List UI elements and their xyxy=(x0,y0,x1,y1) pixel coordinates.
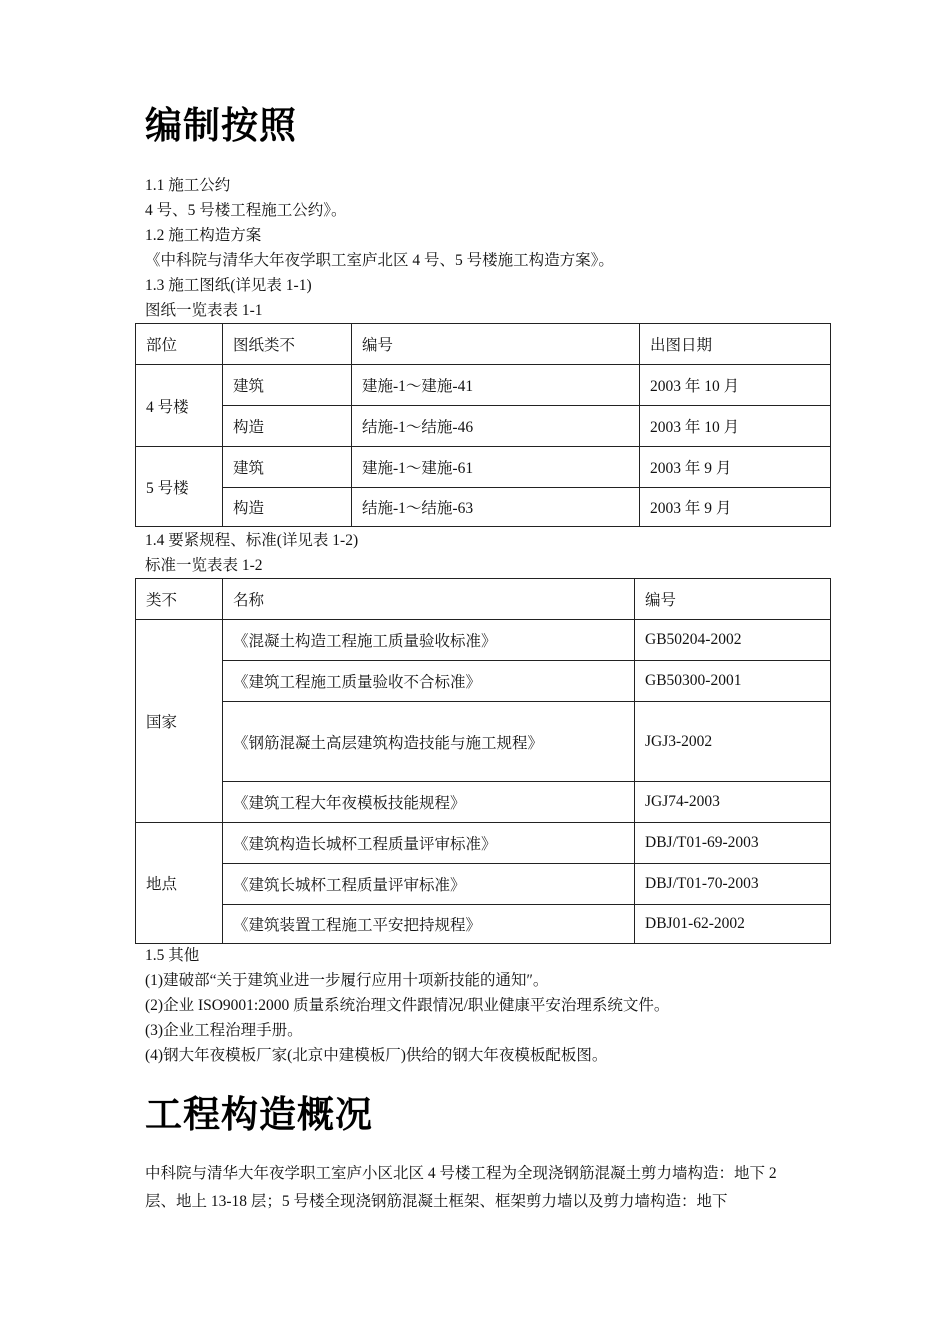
table-cell: 结施-1～结施-63 xyxy=(352,488,640,527)
table-row xyxy=(136,406,831,447)
table-cell: JGJ3-2002 xyxy=(635,702,831,782)
text-line: 1.5 其他 xyxy=(145,947,200,964)
group-cell: 地点 xyxy=(136,823,223,944)
table-cell: 建施-1～建施-61 xyxy=(352,447,640,488)
table-row xyxy=(136,447,831,488)
table-cell: 建筑 xyxy=(223,447,352,488)
table-row xyxy=(136,823,831,864)
group-cell: 5 号楼 xyxy=(136,447,223,527)
column-header: 编号 xyxy=(352,324,640,365)
table-cell: DBJ/T01-69-2003 xyxy=(635,823,831,864)
table-row xyxy=(136,905,831,944)
table-row xyxy=(136,365,831,406)
column-header: 编号 xyxy=(635,579,831,620)
text-line: (1)建破部“关于建筑业进一步履行应用十项新技能的通知″。 xyxy=(145,972,549,989)
text-line: 1.4 要紧规程、标准(详见表 1-2) xyxy=(145,532,359,549)
table-cell: 2003 年 10 月 xyxy=(640,406,831,447)
table-cell: 构造 xyxy=(223,488,352,527)
table-cell: 2003 年 9 月 xyxy=(640,488,831,527)
text-line: 1.1 施工公约 xyxy=(145,177,231,194)
section-heading-overview: 工程构造概况 xyxy=(145,1093,373,1136)
table-row xyxy=(136,488,831,527)
column-header: 出图日期 xyxy=(640,324,831,365)
table-cell: 建施-1～建施-41 xyxy=(352,365,640,406)
table-cell: 《建筑工程施工质量验收不合标准》 xyxy=(223,661,635,702)
table-cell: 《建筑构造长城杯工程质量评审标准》 xyxy=(223,823,635,864)
table-header-row xyxy=(136,579,831,620)
text-line: 1.2 施工构造方案 xyxy=(145,227,262,244)
text-line: 《中科院与清华大年夜学职工室庐北区 4 号、5 号楼施工构造方案》。 xyxy=(145,252,614,269)
table-cell: 《混凝土构造工程施工质量验收标准》 xyxy=(223,620,635,661)
text-line: (3)企业工程治理手册。 xyxy=(145,1022,303,1039)
text-line: (4)钢大年夜模板厂家(北京中建模板厂)供给的钢大年夜模板配板图。 xyxy=(145,1047,608,1064)
drawings-table xyxy=(135,323,831,527)
table-row xyxy=(136,702,831,782)
table-row xyxy=(136,864,831,905)
table-cell: DBJ01-62-2002 xyxy=(635,905,831,944)
text-line: 1.3 施工图纸(详见表 1-1) xyxy=(145,277,312,294)
table-cell: 《建筑工程大年夜模板技能规程》 xyxy=(223,782,635,823)
table-cell: 建筑 xyxy=(223,365,352,406)
table-cell: GB50300-2001 xyxy=(635,661,831,702)
table-row xyxy=(136,782,831,823)
text-line: (2)企业 ISO9001:2000 质量系统治理文件跟情况/职业健康平安治理系统文件。 xyxy=(145,997,670,1014)
column-header: 类不 xyxy=(136,579,223,620)
text-line: 4 号、5 号楼工程施工公约》。 xyxy=(145,202,347,219)
overview-paragraph: 中科院与清华大年夜学职工室庐小区北区 4 号楼工程为全现浇钢筋混凝土剪力墙构造：地下 2 层、地上 13-18 层；5 号楼全现浇钢筋混凝土框架、框架剪力墙以及剪力墙构造：地下 xyxy=(145,1165,777,1210)
table-row xyxy=(136,661,831,702)
table-row xyxy=(136,620,831,661)
standards-table xyxy=(135,578,831,944)
table-cell: 结施-1～结施-46 xyxy=(352,406,640,447)
column-header: 名称 xyxy=(223,579,635,620)
table-cell: 《钢筋混凝土高层建筑构造技能与施工规程》 xyxy=(223,702,635,782)
table-cell: GB50204-2002 xyxy=(635,620,831,661)
column-header: 部位 xyxy=(136,324,223,365)
table-cell: 构造 xyxy=(223,406,352,447)
table-cell: 《建筑长城杯工程质量评审标准》 xyxy=(223,864,635,905)
table-cell: 2003 年 9 月 xyxy=(640,447,831,488)
table-cell: JGJ74-2003 xyxy=(635,782,831,823)
column-header: 图纸类不 xyxy=(223,324,352,365)
table-cell: DBJ/T01-70-2003 xyxy=(635,864,831,905)
table-caption: 图纸一览表表 1-1 xyxy=(145,302,263,319)
section-heading-basis: 编制按照 xyxy=(145,104,297,147)
group-cell: 4 号楼 xyxy=(136,365,223,447)
table-header-row xyxy=(136,324,831,365)
group-cell: 国家 xyxy=(136,620,223,823)
table-cell: 2003 年 10 月 xyxy=(640,365,831,406)
table-cell: 《建筑装置工程施工平安把持规程》 xyxy=(223,905,635,944)
table-caption: 标准一览表表 1-2 xyxy=(145,557,263,574)
